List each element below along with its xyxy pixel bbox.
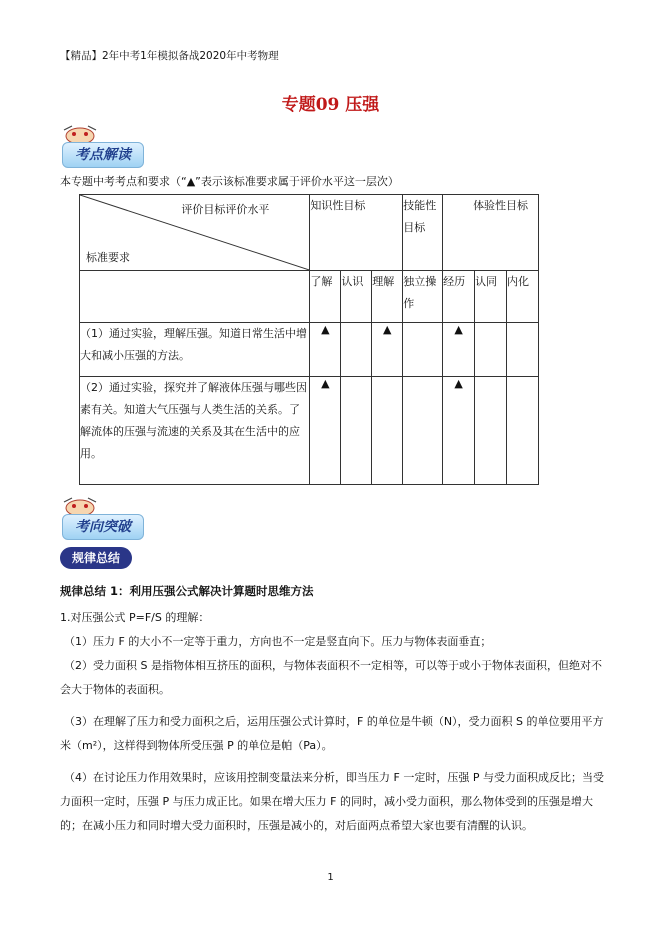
mark-cell <box>507 377 539 485</box>
paragraph: （2）受力面积 S 是指物体相互挤压的面积，与物体表面积不一定相等，可以等于或小于物体表面积，但绝对不会大于物体的表面积。 <box>60 659 602 696</box>
subheader: 认同 <box>475 271 507 323</box>
paragraph: 1.对压强公式 P=F/S 的理解： <box>60 611 210 624</box>
mark-cell <box>341 323 372 377</box>
mark-cell: ▲ <box>443 377 475 485</box>
subheader: 理解 <box>372 271 403 323</box>
group-header: 技能性目标 <box>403 195 443 271</box>
subheader: 经历 <box>443 271 475 323</box>
mark-cell <box>507 323 539 377</box>
requirement-text: （1）通过实验，理解压强。知道日常生活中增大和减小压强的方法。 <box>80 323 310 377</box>
paragraph: （3）在理解了压力和受力面积之后，运用压强公式计算时，F 的单位是牛顿（N），受力面积 S 的单位要用平方米（m²），这样得到物体所受压强 P 的单位是帕（Pa）。 <box>60 715 604 752</box>
table-row <box>80 323 539 377</box>
mark-cell: ▲ <box>310 323 341 377</box>
mark-cell: ▲ <box>310 377 341 485</box>
paragraph: （4）在讨论压力作用效果时，应该用控制变量法来分析，即当压力 F 一定时，压强 P 与受力面积成反比；当受力面积一定时，压强 P 与压力成正比。如果在增大压力 F 的同时，减小受力面积，那么物体受到的压强是增大的；在减小压力和同时增大受力面积时，压强是减小的，对后面两点希望大家也要有清醒的认识。 <box>60 771 604 832</box>
diagonal-header-cell <box>80 195 310 271</box>
subheader: 认识 <box>341 271 372 323</box>
subheader: 内化 <box>507 271 539 323</box>
page-number: 1 <box>327 872 334 883</box>
badge-label: 考点解读 <box>62 142 144 168</box>
group-header: 知识性目标 <box>310 195 403 271</box>
mark-cell <box>372 377 403 485</box>
mark-cell <box>403 377 443 485</box>
mark-cell <box>403 323 443 377</box>
mark-cell <box>475 323 507 377</box>
mark-cell: ▲ <box>443 323 475 377</box>
mark-cell <box>475 377 507 485</box>
section-title: 规律总结 1：利用压强公式解决计算题时思维方法 <box>60 584 314 598</box>
subheader: 了解 <box>310 271 341 323</box>
badge-label: 考向突破 <box>62 514 144 540</box>
diag-bottom-label: 标准要求 <box>86 251 130 264</box>
subheader: 独立操作 <box>403 271 443 323</box>
intro-text: 本专题中考考点和要求（“▲”表示该标准要求属于评价水平这一层次） <box>60 175 399 188</box>
standards-table <box>79 194 539 485</box>
paragraph: （1）压力 F 的大小不一定等于重力，方向也不一定是竖直向下。压力与物体表面垂直； <box>64 635 492 648</box>
requirement-text: （2）通过实验，探究并了解液体压强与哪些因素有关。知道大气压强与人类生活的关系。了解流体的压强与流速的关系及其在生活中的应用。 <box>80 377 310 485</box>
page-title: 专题09 压强 <box>281 95 380 115</box>
table-row <box>80 377 539 485</box>
mark-cell: ▲ <box>372 323 403 377</box>
diag-top-label: 评价目标评价水平 <box>181 203 270 216</box>
mark-cell <box>341 377 372 485</box>
group-header: 体验性目标 <box>443 195 539 271</box>
document-header: 【精品】2年中考1年模拟备战2020年中考物理 <box>60 50 279 62</box>
summary-pill: 规律总结 <box>60 547 132 569</box>
